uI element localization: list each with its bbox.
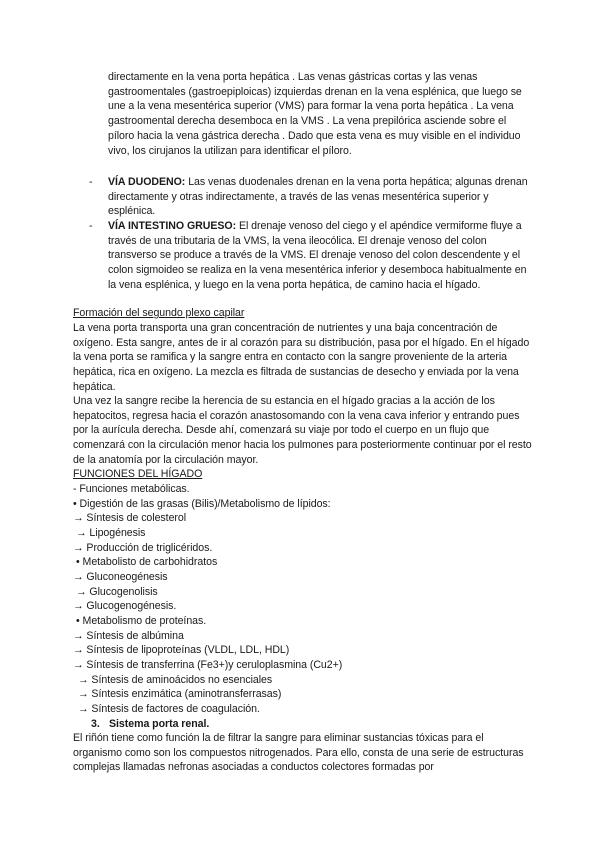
- list-item: → Producción de triglicéridos.: [73, 542, 213, 554]
- heading-funciones-higado: FUNCIONES DEL HÍGADO: [73, 468, 203, 480]
- list-item: - Funciones metabólicas.: [73, 483, 190, 495]
- list-item: • Metabolismo de proteínas.: [76, 615, 207, 627]
- list-item: → Gluconeogénesis: [73, 571, 168, 583]
- list-item: → Síntesis de factores de coagulación.: [78, 703, 260, 715]
- bullet-body: [108, 219, 529, 293]
- list-item: → Lipogénesis: [76, 527, 146, 539]
- bullet-dash: -: [89, 176, 93, 188]
- heading-number: 3.: [91, 718, 100, 730]
- paragraph-vena-porta: La vena porta transporta una gran concentración de nutrientes y una baja concentración de oxígeno. Esta sangre, antes de ir al corazón para su distribución, pasa por el hígado. En el hígado la vena porta se ramifica y la sangre entra en contacto con la sangre proveniente de la arteria hepática, rica en oxígeno. La mezcla es filtrada de sustancias de desecho y enviada por la vena hepática.: [73, 322, 530, 393]
- paragraph-rinon: El riñón tiene como función la de filtrar la sangre para eliminar sustancias tóxicas para el organismo como son los compuestos nitrogenados. Para ello, consta de una serie de estructuras complejas llamadas nefronas asociadas a conductos colectores formadas por: [73, 732, 524, 774]
- list-item: → Síntesis de colesterol: [73, 512, 187, 524]
- list-item: → Glucogenolisis: [76, 586, 158, 598]
- bullet-text: El drenaje venoso del ciego y el apéndice vermiforme fluye a través de una tributaria de la VMS, la vena ileocólica. El drenaje venoso del colon transverso se produce a través de la VMS. El drenaje venoso del colon descendente y el colon sigmoideo se realiza en la vena mesentérica inferior y desemboca habitualmente en la vena esplénica, y luego en la vena porta hepática, de camino hacia el hígado.: [108, 220, 527, 291]
- list-item: → Síntesis de lipoproteínas (VLDL, LDL, HDL): [73, 644, 290, 656]
- list-item: → Síntesis de aminoácidos no esenciales: [78, 674, 273, 686]
- list-item: • Metabolisto de carbohidratos: [76, 556, 218, 568]
- bullet-via-intestino-grueso: [89, 219, 529, 293]
- bullet-dash: -: [89, 220, 93, 232]
- bullet-title: VÍA INTESTINO GRUESO:: [108, 220, 237, 232]
- heading-sistema-porta-renal: [91, 717, 209, 732]
- continuation-paragraph: directamente en la vena porta hepática . Las venas gástricas cortas y las venas gastroomentales (gastroepiploicas) izquierdas drenan en la vena esplénica, que luego se une a la vena mesentérica superior (VMS) para formar la vena porta hepática . La vena gastroomental derecha desemboca en la VMS . La vena prepilórica asciende sobre el píloro hacia la vena gástrica derecha . Dado que esta vena es muy visible en el individuo vivo, los cirujanos la utilizan para identificar el píloro.: [108, 71, 522, 157]
- bullet-title: VÍA DUODENO:: [108, 176, 186, 188]
- heading-plexo-capilar: Formación del segundo plexo capilar: [73, 307, 245, 319]
- bullet-text: Las venas duodenales drenan en la vena porta hepática; algunas drenan directamente y otras indirectamente, a través de las venas mesentérica superior y esplénica.: [108, 176, 528, 218]
- list-item: → Síntesis de albúmina: [73, 630, 184, 642]
- list-item: • Digestión de las grasas (Bilis)/Metabolismo de lípidos:: [73, 498, 331, 510]
- list-item: → Glucogenogénesis.: [73, 600, 177, 612]
- heading-text: Sistema porta renal.: [109, 718, 210, 730]
- bullet-via-duodeno: [89, 175, 529, 219]
- paragraph-circulacion: Una vez la sangre recibe la herencia de su estancia en el hígado gracias a la acción de los hepatocitos, regresa hacia el corazón anastosomando con la vena cava inferior y entrando pues por la aurícula derecha. Desde ahí, comenzará su viaje por todo el cuerpo en un flujo que comenzará con la circulación menor hacia los pulmones para posteriormente continuar por el resto de la anatomía por la circulación mayor.: [73, 395, 532, 466]
- list-item: → Síntesis enzimática (aminotransferrasas): [78, 688, 282, 700]
- list-item: → Síntesis de transferrina (Fe3+)y ceruloplasmina (Cu2+): [73, 659, 343, 671]
- bullet-body: [108, 175, 529, 219]
